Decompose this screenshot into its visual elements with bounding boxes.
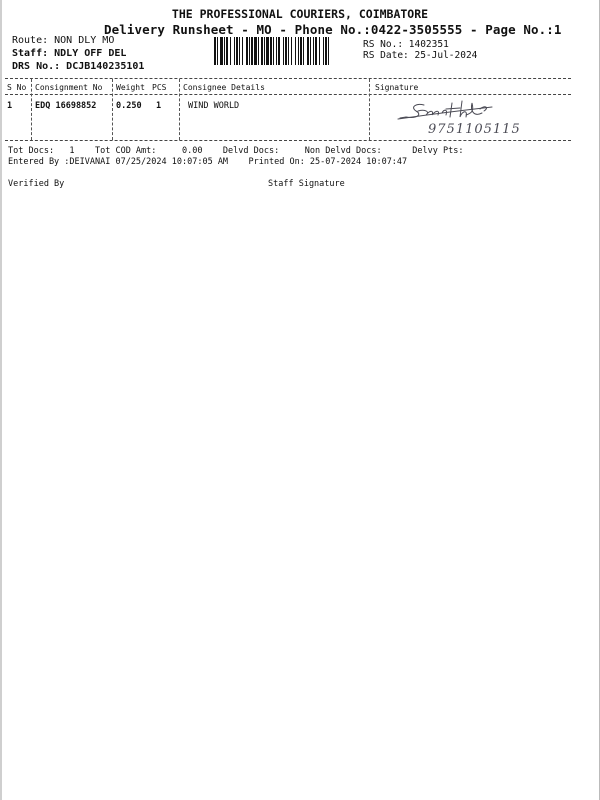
verified-by-label: Verified By bbox=[8, 179, 65, 189]
drs-number: DRS No.: DCJB140235101 bbox=[12, 61, 145, 72]
col-header-weight: Weight bbox=[116, 83, 145, 92]
svg-text:9751105115: 9751105115 bbox=[428, 122, 521, 137]
entered-by-line: Entered By :DEIVANAI 07/25/2024 10:07:05 AM Printed On: 25-07-2024 10:07:47 bbox=[8, 157, 408, 167]
row-consignment-no: EDQ 16698852 bbox=[35, 101, 97, 111]
scan-edge-left bbox=[0, 0, 2, 800]
col-header-signature: Signature bbox=[375, 83, 419, 92]
table-top-rule bbox=[5, 78, 571, 79]
col-header-pcs: PCS bbox=[152, 83, 167, 92]
route-label: Route: NON DLY MO bbox=[12, 35, 115, 46]
staff-signature-label: Staff Signature bbox=[268, 179, 345, 189]
company-name: THE PROFESSIONAL COURIERS, COIMBATORE bbox=[171, 7, 429, 21]
table-bottom-rule bbox=[5, 140, 571, 141]
barcode bbox=[214, 37, 355, 65]
staff-label: Staff: NDLY OFF DEL bbox=[12, 48, 127, 59]
col-header-sno: S No bbox=[7, 83, 27, 92]
col-divider bbox=[31, 79, 32, 140]
col-divider bbox=[179, 79, 180, 140]
row-pcs: 1 bbox=[156, 101, 162, 111]
runsheet-title: Delivery Runsheet - MO - Phone No.:0422-3505555 - Page No.:1 bbox=[104, 22, 562, 37]
row-weight: 0.250 bbox=[116, 101, 142, 111]
rs-number: RS No.: 1402351 bbox=[363, 39, 449, 50]
rs-date: RS Date: 25-Jul-2024 bbox=[363, 50, 478, 61]
row-consignee: WIND WORLD bbox=[188, 101, 240, 111]
totals-line: Tot Docs: 1 Tot COD Amt: 0.00 Delvd Docs: Non Delvd Docs: Delvy Pts: bbox=[8, 146, 464, 156]
col-divider bbox=[369, 79, 370, 140]
handwritten-signature bbox=[396, 95, 546, 137]
col-header-consignee: Consignee Details bbox=[183, 83, 265, 92]
col-header-consignment: Consignment No bbox=[35, 83, 103, 92]
col-divider bbox=[112, 79, 113, 140]
row-sno: 1 bbox=[7, 101, 13, 111]
